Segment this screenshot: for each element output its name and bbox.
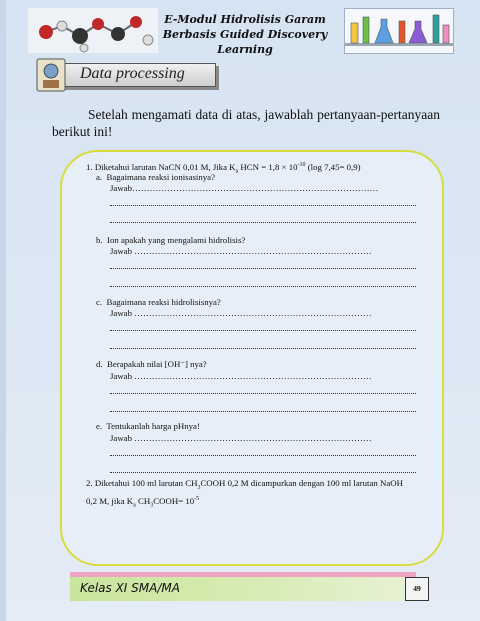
part-d-letter: d. xyxy=(96,359,103,369)
part-e-text: Tentukanlah harga pHnya! xyxy=(106,421,200,431)
lab-glassware-image xyxy=(344,8,454,54)
part-c-answer-line[interactable] xyxy=(110,348,416,349)
question-2-number: 2. xyxy=(86,478,93,488)
part-c-question xyxy=(96,297,221,308)
page-number: 49 xyxy=(405,577,429,601)
part-b-text: Ion apakah yang mengalami hidrolisis? xyxy=(107,235,246,245)
q1-text-c: (log 7,45= 0,9) xyxy=(305,161,361,172)
q1-sup-b: -10 xyxy=(297,162,306,168)
q2-text-a: Diketahui 100 ml larutan CH xyxy=(94,478,198,488)
molecules-image xyxy=(28,8,158,53)
part-e-answer-label: Jawab ……………………………………………………………………… xyxy=(110,433,372,443)
part-d-question xyxy=(96,359,207,370)
part-c-text: Bagaimana reaksi hidrolisisnya? xyxy=(106,297,221,307)
question-2-text xyxy=(86,478,416,511)
q1-sub-a: a xyxy=(235,168,239,175)
part-a-answer-line[interactable] xyxy=(110,205,416,206)
part-a-text: Bagaimana reaksi ionisasinya? xyxy=(106,172,215,182)
section-title: Data processing xyxy=(80,65,185,82)
emblem-icon xyxy=(36,58,66,92)
part-a-answer-line[interactable] xyxy=(110,222,416,223)
part-b-answer-line[interactable] xyxy=(110,286,416,287)
part-b-letter: b. xyxy=(96,235,103,245)
module-title-line2: Berbasis Guided Discovery Learning xyxy=(162,28,328,56)
q2-text-c: CH xyxy=(135,495,151,506)
question-1-number: 1. xyxy=(86,161,93,172)
part-c-answer-label: Jawab ……………………………………………………………………… xyxy=(110,308,372,318)
part-d-answer-label: Jawab ……………………………………………………………………… xyxy=(110,371,372,381)
part-c-answer-line[interactable] xyxy=(110,330,416,331)
instruction-text: Setelah mengamati data di atas, jawablah pertanyaan-pertanyaan berikut ini! xyxy=(52,107,440,139)
part-a-answer-label: Jawab………………………………………………………………………… xyxy=(110,183,379,193)
q2-text-b: COOH 0,2 M dicampurkan dengan 100 ml larutan NaOH 0,2 M, jika K xyxy=(86,478,403,506)
module-title-line1: E-Modul Hidrolisis Garam xyxy=(164,13,326,26)
page-edge xyxy=(0,0,6,621)
q2-text-d: COOH= 10 xyxy=(153,495,195,506)
q2-sub-c: 3 xyxy=(150,502,154,509)
part-a-question xyxy=(96,172,215,183)
part-a-letter: a. xyxy=(96,172,103,182)
part-e-letter: e. xyxy=(96,421,103,431)
module-title xyxy=(150,12,340,57)
footer-class-label: Kelas XI SMA/MA xyxy=(80,581,180,595)
section-banner xyxy=(36,58,212,94)
part-e-question xyxy=(96,421,200,432)
header xyxy=(0,0,480,58)
part-c-letter: c. xyxy=(96,297,103,307)
q2-sub-b: a xyxy=(133,502,136,509)
q2-sup-d: -5 xyxy=(194,495,200,502)
part-e-answer-line[interactable] xyxy=(110,472,416,473)
part-b-answer-line[interactable] xyxy=(110,268,416,269)
part-b-answer-label: Jawab ……………………………………………………………………… xyxy=(110,246,372,256)
part-d-text: Berapakah nilai [OH⁻] nya? xyxy=(107,359,207,369)
part-d-answer-line[interactable] xyxy=(110,393,416,394)
part-d-answer-line[interactable] xyxy=(110,411,416,412)
q1-text-a: Diketahui larutan NaCN 0,01 M, Jika K xyxy=(94,161,236,172)
part-e-answer-line[interactable] xyxy=(110,455,416,456)
q2-sub-a: 3 xyxy=(197,484,201,491)
part-b-question xyxy=(96,235,245,246)
q1-text-b: HCN = 1,8 × 10 xyxy=(238,161,298,172)
